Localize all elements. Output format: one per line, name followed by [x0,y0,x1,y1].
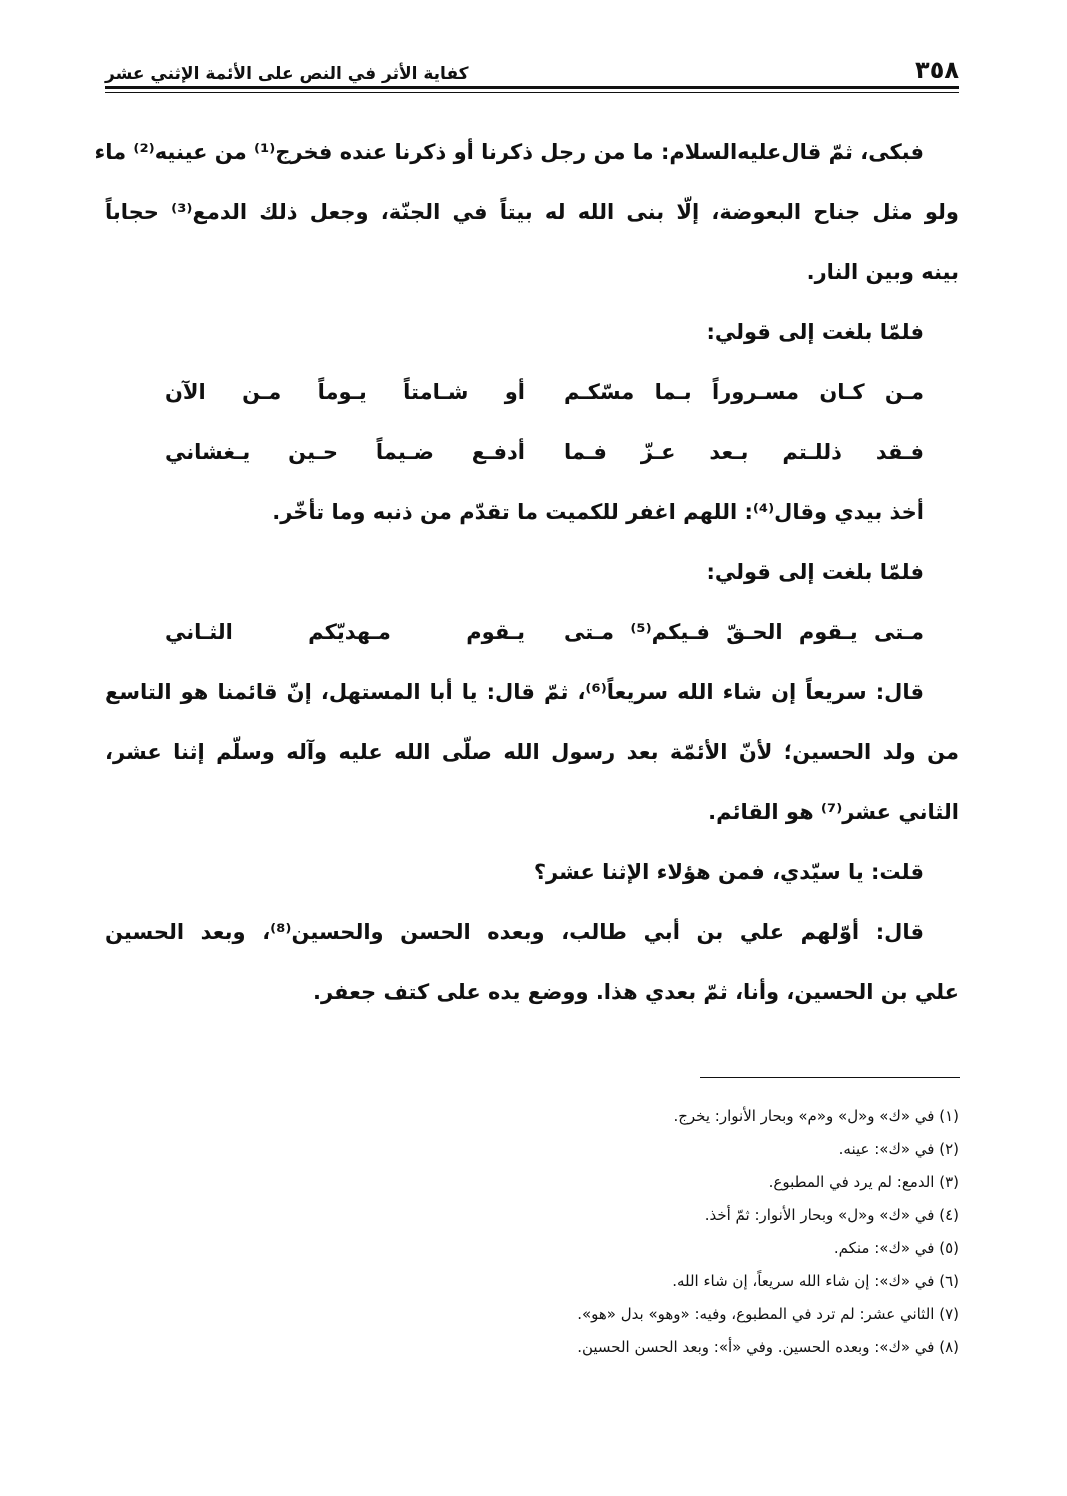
text-line: فلمّا بلغت إلى قولي: [706,320,924,344]
text-line: ولو مثل جناح البعوضة، إلّا بنى الله له بيتاً في الجنّة، وجعل ذلك الدمع⁽³⁾ حجاباً [105,200,959,224]
footnote: (٧) الثاني عشر: لم ترد في المطبوع، وفيه: «وهو» بدل «هو». [577,1305,959,1323]
footnote: (٤) في «ك» و«ل» وبحار الأنوار: ثمّ أخذ. [704,1206,959,1224]
header-rule-thin [105,92,959,93]
footnote: (٥) في «ك»: منكم. [833,1239,959,1257]
verse-hemistich-second: أدفـع ضـيماً حـين يـغشاني [165,440,525,464]
running-title: كفاية الأثر في النص على الأئمة الإثني عشر [105,64,469,84]
footnote: (٣) الدمع: لم يرد في المطبوع. [768,1173,959,1191]
verse-hemistich-first: مـن كـان مسـروراً بـما مسّكـم [564,380,924,404]
page-header [105,48,959,84]
verse-hemistich-second: يـقوم مـهديّكم الثـاني [165,620,525,644]
footnote: (٢) في «ك»: عينه. [838,1140,959,1158]
text-line: بينه وبين النار. [806,260,959,284]
text-line: قال: سريعاً إن شاء الله سريعاً⁽⁶⁾، ثمّ قال: يا أبا المستهل، إنّ قائمنا هو التاسع [105,680,924,704]
footnote: (٨) في «ك»: وبعده الحسين. وفي «أ»: وبعد الحسن الحسين. [577,1338,959,1356]
text-line: فلمّا بلغت إلى قولي: [706,560,924,584]
text-line: قلت: يا سيّدي، فمن هؤلاء الإثنا عشر؟ [533,860,924,884]
header-rule-thick [105,86,959,89]
verse-line [105,602,959,662]
text-line: الثاني عشر⁽⁷⁾ هو القائم. [708,800,959,824]
text-line: علي بن الحسين، وأنا، ثمّ بعدي هذا. ووضع يده على كتف جعفر. [313,980,959,1004]
page-number: ٣٥٨ [915,56,959,84]
text-line: أخذ بيدي وقال⁽⁴⁾: اللهم اغفر للكميت ما تقدّم من ذنبه وما تأخّر. [272,500,924,524]
footnote-separator [700,1077,960,1078]
footnotes [359,1100,959,1364]
text-line: من ولد الحسين؛ لأنّ الأئمّة بعد رسول الله صلّى الله عليه وآله وسلّم إثنا عشر، [105,740,959,764]
verse-hemistich-first: فـقد ذللـتم بـعد عـزّ فـما [564,440,924,464]
text-line: فبكى، ثمّ قال‌عليه‌السلام: ما من رجل ذكرنا أو ذكرنا عنده فخرج⁽¹⁾ من عينيه⁽²⁾ ماء [94,140,924,164]
verse-line [105,362,959,422]
verse-hemistich-second: أو شـامتاً يـوماً مـن الآن [165,380,525,404]
verse-line [105,422,959,482]
main-text [94,122,959,1022]
text-line: قال: أوّلهم علي بن أبي طالب، وبعده الحسن والحسين⁽⁸⁾، وبعد الحسين [105,920,924,944]
footnote: (١) في «ك» و«ل» و«م» وبحار الأنوار: يخرج. [673,1107,959,1125]
verse-hemistich-first: مـتى يـقوم الحـقّ فـيكم⁽⁵⁾ مـتى [564,620,924,644]
footnote: (٦) في «ك»: إن شاء الله سريعاً، إن شاء الله. [672,1272,959,1290]
